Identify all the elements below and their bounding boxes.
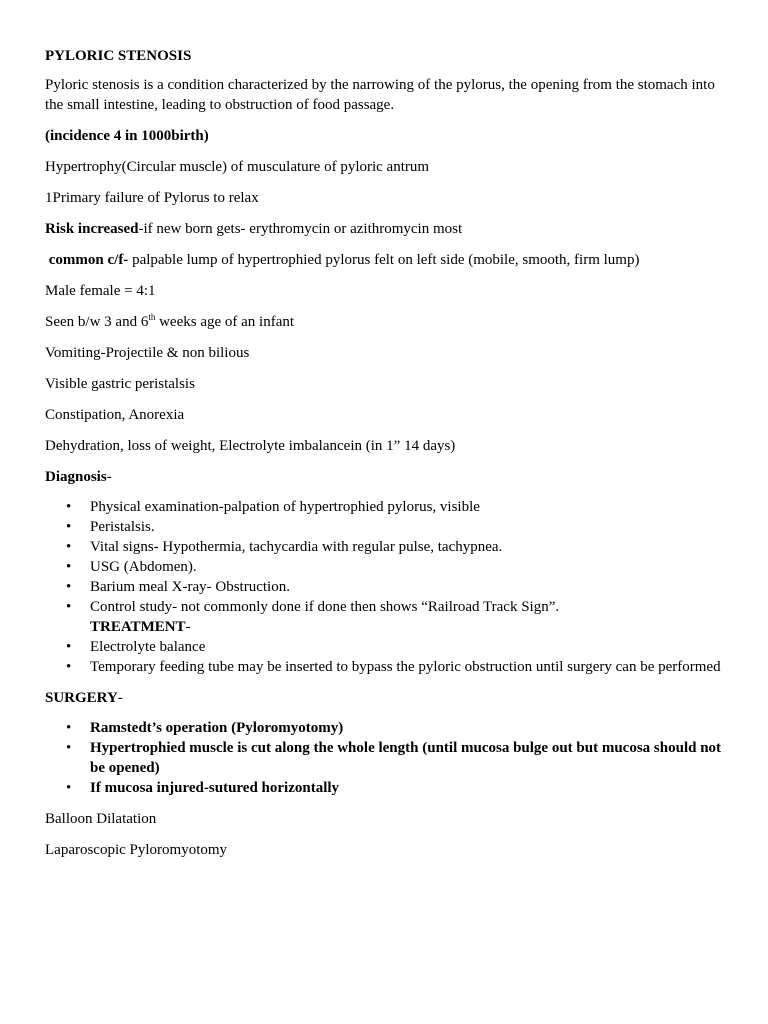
list-item: • USG (Abdomen). [66, 559, 197, 575]
list-item: • Temporary feeding tube may be inserted to bypass the pyloric obstruction until surgery can be performed [66, 659, 721, 675]
dehydration-line: Dehydration, loss of weight, Electrolyte imbalancein (in 1” 14 days) [45, 438, 456, 454]
risk-line [45, 219, 723, 239]
seen-line: Seen b/w 3 and 6th weeks age of an infant [45, 312, 295, 330]
list-item: • Vital signs- Hypothermia, tachycardia with regular pulse, tachypnea. [66, 539, 503, 555]
peristalsis-line: Visible gastric peristalsis [45, 376, 195, 392]
risk-label: Risk increased [45, 221, 139, 237]
balloon-line: Balloon Dilatation [45, 811, 157, 827]
common-label: common c/f- [48, 252, 129, 268]
list-item: • Barium meal X-ray- Obstruction. [66, 579, 290, 595]
risk-text: -if new born gets- erythromycin or azithromycin most [138, 221, 463, 237]
list-item: • Physical examination-palpation of hypertrophied pylorus, visible [66, 499, 480, 515]
bullet-icon: • [66, 539, 72, 555]
list-item: • Hypertrophied muscle is cut along the whole length (until mucosa bulge out but mucosa should not be opened) [66, 740, 722, 776]
list-item: • Electrolyte balance [66, 639, 206, 655]
laparoscopic-line: Laparoscopic Pyloromyotomy [45, 842, 228, 858]
bullet-icon: • [66, 639, 72, 655]
common-text: palpable lump of hypertrophied pylorus felt on left side (mobile, smooth, firm lump) [128, 252, 640, 268]
document-title: PYLORIC STENOSIS [45, 48, 192, 64]
bullet-icon: • [66, 720, 72, 736]
list-item: • Peristalsis. [66, 519, 155, 535]
list-item: • Control study- not commonly done if done then shows “Railroad Track Sign”. [66, 599, 560, 615]
diagnosis-heading: Diagnosis- [45, 469, 112, 485]
bullet-icon: • [66, 599, 72, 615]
incidence-line: (incidence 4 in 1000birth) [45, 128, 209, 144]
surgery-list [45, 718, 723, 798]
primary-failure-line: 1Primary failure of Pylorus to relax [45, 190, 259, 206]
treatment-heading: TREATMENT- [90, 619, 191, 635]
bullet-icon: • [66, 579, 72, 595]
bullet-icon: • [66, 499, 72, 515]
constipation-line: Constipation, Anorexia [45, 407, 185, 423]
bullet-icon: • [66, 519, 72, 535]
diagnosis-list [45, 497, 723, 677]
bullet-icon: • [66, 559, 72, 575]
bullet-icon: • [66, 780, 72, 796]
vomiting-line: Vomiting-Projectile & non bilious [45, 345, 250, 361]
male-female-line: Male female = 4:1 [45, 283, 156, 299]
list-item: • If mucosa injured-sutured horizontally [66, 780, 340, 796]
hypertrophy-line: Hypertrophy(Circular muscle) of musculature of pyloric antrum [45, 159, 430, 175]
surgery-heading: SURGERY- [45, 690, 123, 706]
bullet-icon: • [66, 659, 72, 675]
list-item: • Ramstedt’s operation (Pyloromyotomy) [66, 720, 344, 736]
bullet-icon: • [66, 740, 72, 756]
common-line [45, 250, 723, 270]
intro-paragraph: Pyloric stenosis is a condition characterized by the narrowing of the pylorus, the opening from the stomach into the small intestine, leading to obstruction of food passage. [45, 77, 715, 113]
